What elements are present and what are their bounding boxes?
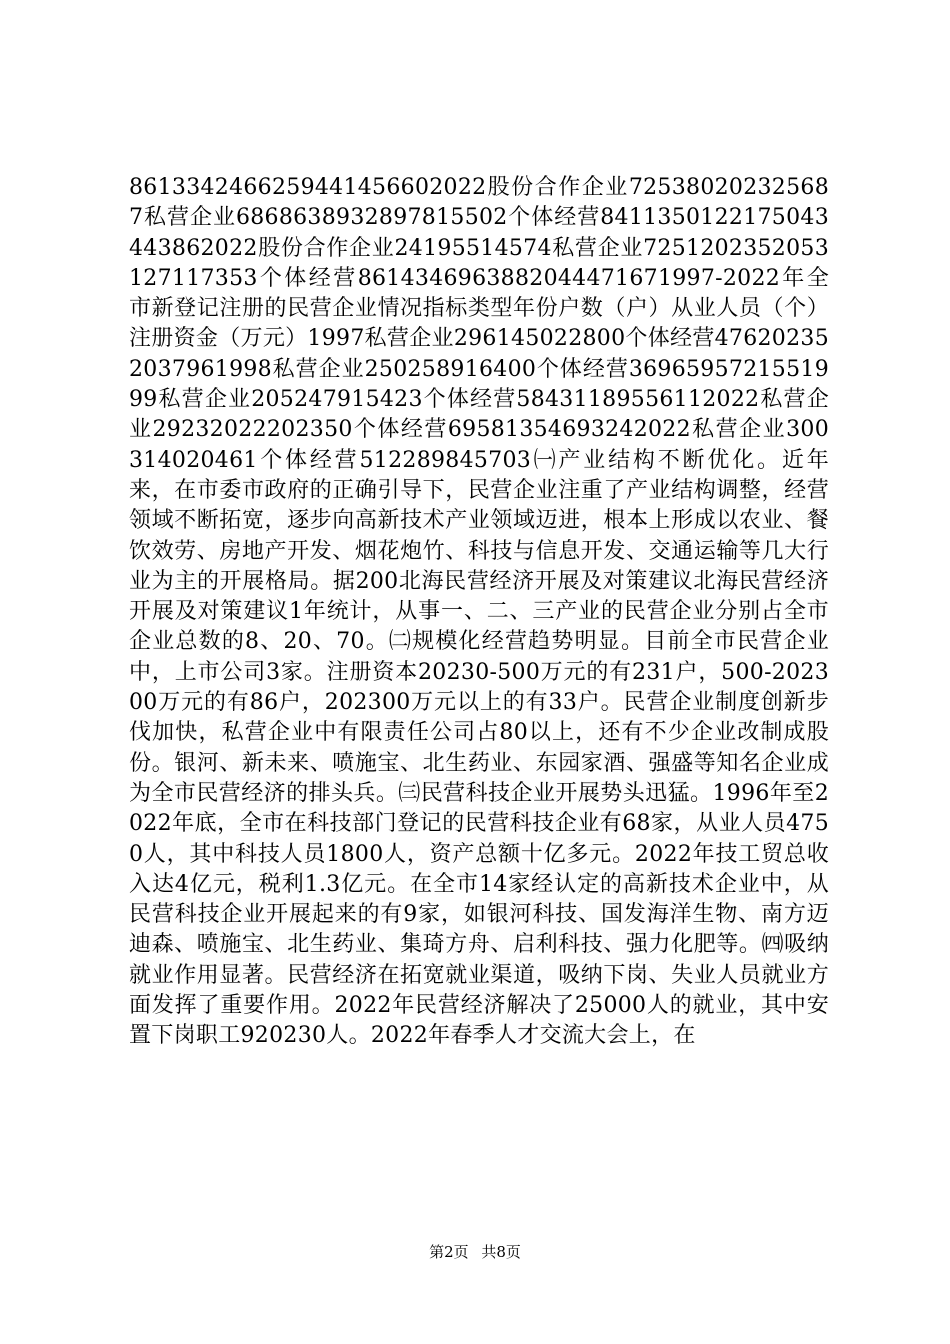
- page-number-current: 第2页: [429, 1243, 469, 1261]
- page-number-total: 共8页: [481, 1243, 521, 1261]
- page-footer: [0, 1242, 950, 1262]
- document-body-text: 861334246625944145660​2022股份合作企业725380202325687私营企业6868638932897815502个体经营841135012217504344386​2022股份合作企业24195514574私营企业725120235205312711735​3个体经营861434696388204447167​1997-2022年全市新登记注册的民营企业情况指标类型年份户数（户）从业人员（个）注册资金（万元）1997私营企业296145022800个体经营476202352037961998私营企业250258916400个体经营3696595721551999私营企业205247915423个体经营5843118955611​2022私营企业29232022202350个体经营6958135469324​2022私营企业300314020461个体经营512289845703㈠产业结构不断优化。近年来，在市委市政府的正确引导下，民营企业注重了产业结构调整，经营领域不断拓宽，逐步向高新技术产业领域迈进，根本上形成以农业、餐饮效劳、房地产开发、烟花炮竹、科技与信息开发、交通运输等几大行业为主的开展格局。据200北海民营经济开展及对策建议北海民营经济开展及对策建议1年统计，从事一、二、三产业的民营企业分别占全市企业总数的8、20、70。㈡规模化经营趋势明显。目前全市民营企业中，上市公司3家。注册资本20230-500万元的有231户，500-202300万元的有86户，202300万元以上的有33户。民营企业制度创新步伐加快，私营企业中有限责任公司占80以上，还有不少企业改制成股份。银河、新未来、喷施宝、北生药业、东园家酒、强盛等知名企业成为全市民营经济的排头兵。㈢民营科技企业开展势头迅猛。1996年至2022年底，全市在科技部门登记的民营科技企业有68家，从业人员4750人，其中科技人员1800人，资产总额十亿多元。2022年技工贸总收入达4亿元，税利1.3亿元。在全市14家经认定的高新技术企业中，从民营科技企业开展起来的有9家，如银河科技、国发海洋生物、南方迈迪森、喷施宝、北生药业、集琦方舟、启利科技、强力化肥等。㈣吸纳就业作用显著。民营经济在拓宽就业渠道，吸纳下岗、失业人员就业方面发挥了重要作用。2022年民营经济解决了25000人的就业，其中安置下岗职工920230人。2022年春季人才交流大会上，在: [129, 175, 829, 1049]
